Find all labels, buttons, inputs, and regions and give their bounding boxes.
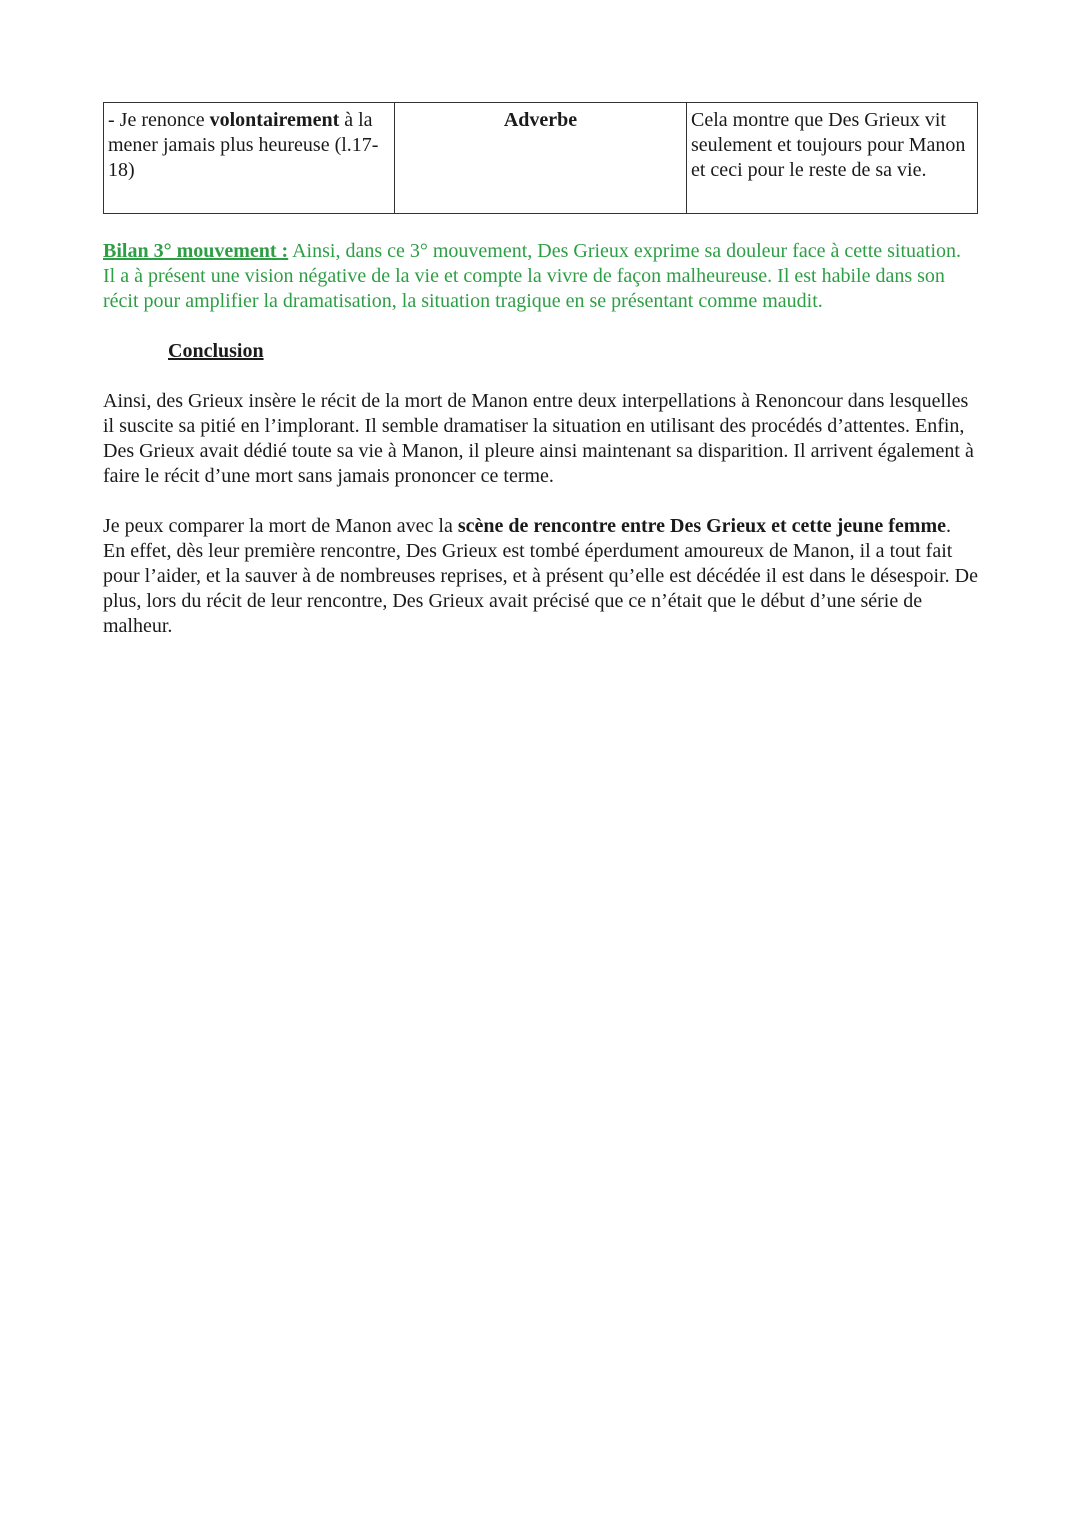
- conclusion-paragraph-2: [103, 514, 978, 639]
- bilan-paragraph: [103, 239, 978, 314]
- procede-label: Adverbe: [503, 109, 578, 131]
- quote-bold: volontairement: [209, 109, 340, 131]
- quote-suffix: à la mener jamais plus heureuse (l.17-18): [108, 109, 379, 181]
- bilan-title: Bilan 3° mouvement :: [103, 240, 289, 262]
- procede-cell: [395, 103, 687, 214]
- bilan-text: Ainsi, dans ce 3° mouvement, Des Grieux exprime sa douleur face à cette situation. Il a à présent une vision négative de la vie et compte la vivre de façon malheureuse. Il est habile dans son récit pour amplifier la dramatisation, la situation tragique en se présentant comme maudit.: [103, 240, 962, 312]
- analysis-table: [103, 102, 978, 214]
- conclusion-paragraph-1: Ainsi, des Grieux insère le récit de la mort de Manon entre deux interpellations à Renoncour dans lesquelles il suscite sa pitié en l’implorant. Il semble dramatiser la situation en utilisant des procédés d’attentes. Enfin, Des Grieux avait dédié toute sa vie à Manon, il pleure ainsi maintenant sa disparition. Il arrivent également à faire le récit d’une mort sans jamais prononcer ce terme.: [103, 390, 974, 487]
- interpretation-text: Cela montre que Des Grieux vit seulement et toujours pour Manon et ceci pour le reste de sa vie.: [691, 109, 966, 181]
- conclusion-heading: Conclusion: [168, 340, 264, 362]
- document-page: [103, 102, 978, 639]
- paragraph2-suffix: . En effet, dès leur première rencontre, Des Grieux est tombé éperdument amoureux de Manon, il a tout fait pour l’aider, et la sauver à de nombreuses reprises, et à présent qu’elle est décédée il est dans le désespoir. De plus, lors du récit de leur rencontre, Des Grieux avait précisé que ce n’était que le début d’une série de malheur.: [103, 515, 978, 637]
- paragraph2-prefix: Je peux comparer la mort de Manon avec la: [103, 515, 458, 537]
- paragraph2-bold: scène de rencontre entre Des Grieux et cette jeune femme: [457, 515, 946, 537]
- quote-prefix: - Je renonce: [108, 109, 210, 131]
- table-row: [104, 103, 978, 214]
- quote-cell: [104, 103, 395, 214]
- interpretation-cell: [687, 103, 978, 214]
